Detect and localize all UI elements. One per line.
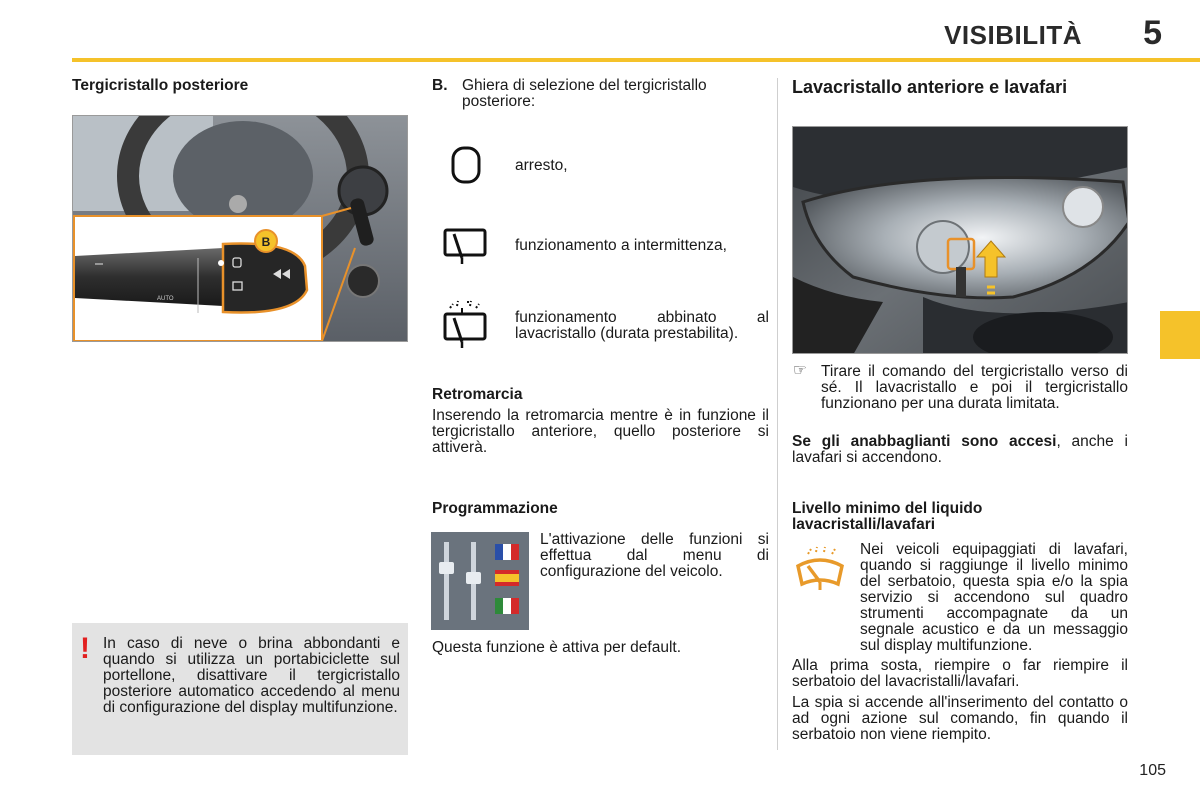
reverse-heading: Retromarcia xyxy=(432,386,523,403)
rear-wiper-stalk-photo xyxy=(72,115,408,342)
headlights-note-bold: Se gli anabbaglianti sono accesi xyxy=(792,433,1057,450)
programming-text: L'attivazione delle funzioni si effettua dal menu di configurazione del veicolo. xyxy=(540,531,769,580)
settings-sliders-flags-icon xyxy=(431,532,529,630)
headlight-washer-photo xyxy=(792,126,1128,354)
front-washer-heading: Lavacristallo anteriore e lavafari xyxy=(792,77,1068,97)
page-title: VISIBILITÀ xyxy=(944,20,1082,50)
washer-fluid-warning-icon xyxy=(794,544,846,594)
position-washer-text: funzionamento abbinato al lavacristallo (durata prestabilita). xyxy=(515,309,769,342)
warning-icon: ! xyxy=(80,632,90,665)
headlights-note xyxy=(792,434,1128,466)
position-intermittent-text: funzionamento a intermittenza, xyxy=(515,237,727,254)
item-b-text: Ghiera di selezione del tergicristallo posteriore: xyxy=(462,77,707,110)
stalk-illustration xyxy=(73,116,408,342)
stalk-auto-label: AUTO xyxy=(157,296,174,302)
item-b-label: B. xyxy=(432,77,448,94)
rear-wiper-intermittent-icon xyxy=(442,226,490,266)
chapter-tab xyxy=(1160,311,1200,359)
fluid-level-heading: Livello minimo del liquido lavacristalli/lavafari xyxy=(792,500,983,533)
rear-wiper-heading: Tergicristallo posteriore xyxy=(72,77,249,94)
chapter-number: 5 xyxy=(1143,14,1162,52)
headlights-note-rest: , anche i lavafari si accendono. xyxy=(792,433,1128,466)
page-number: 105 xyxy=(1139,762,1166,779)
bullet-icon: ☞ xyxy=(793,362,807,379)
fluid-text-2: Alla prima sosta, riempire o far riempire il serbatoio del lavacristalli/lavafari. xyxy=(792,657,1128,690)
headlight-illustration xyxy=(793,127,1128,354)
callout-b-label: B xyxy=(261,235,271,249)
washer-instruction-text: Tirare il comando del tergicristallo verso di sé. Il lavacristallo e poi il tergicristallo funzionano per una durata limitata. xyxy=(821,363,1128,412)
fluid-text-1: Nei veicoli equipaggiati di lavafari, quando si raggiunge il livello minimo del serbatoio, questa spia e/o la spia servizio si accendono sul quadro strumenti accompagnate da un segnale acustico e da un messaggio sul display multifunzione. xyxy=(860,541,1128,654)
reverse-text: Inserendo la retromarcia mentre è in funzione il tergicristallo anteriore, quello posteriore si attiverà. xyxy=(432,407,769,456)
fluid-text-3: La spia si accende all'inserimento del contatto o ad ogni azione sul comando, fin quando il serbatoio non viene riempito. xyxy=(792,694,1128,743)
programming-default-text: Questa funzione è attiva per default. xyxy=(432,639,682,656)
rear-wiper-off-icon xyxy=(450,145,484,185)
position-off-text: arresto, xyxy=(515,157,568,174)
rear-washer-wiper-icon xyxy=(442,298,492,350)
column-divider xyxy=(777,78,778,750)
programming-heading: Programmazione xyxy=(432,500,558,517)
warning-text: In caso di neve o brina abbondanti e quando si utilizza un portabiciclette sul portellone, disattivare il tergicristallo posteriore automatico accedendo al menu di configurazione del display multifunzione. xyxy=(103,635,400,716)
header-rule xyxy=(72,58,1200,62)
